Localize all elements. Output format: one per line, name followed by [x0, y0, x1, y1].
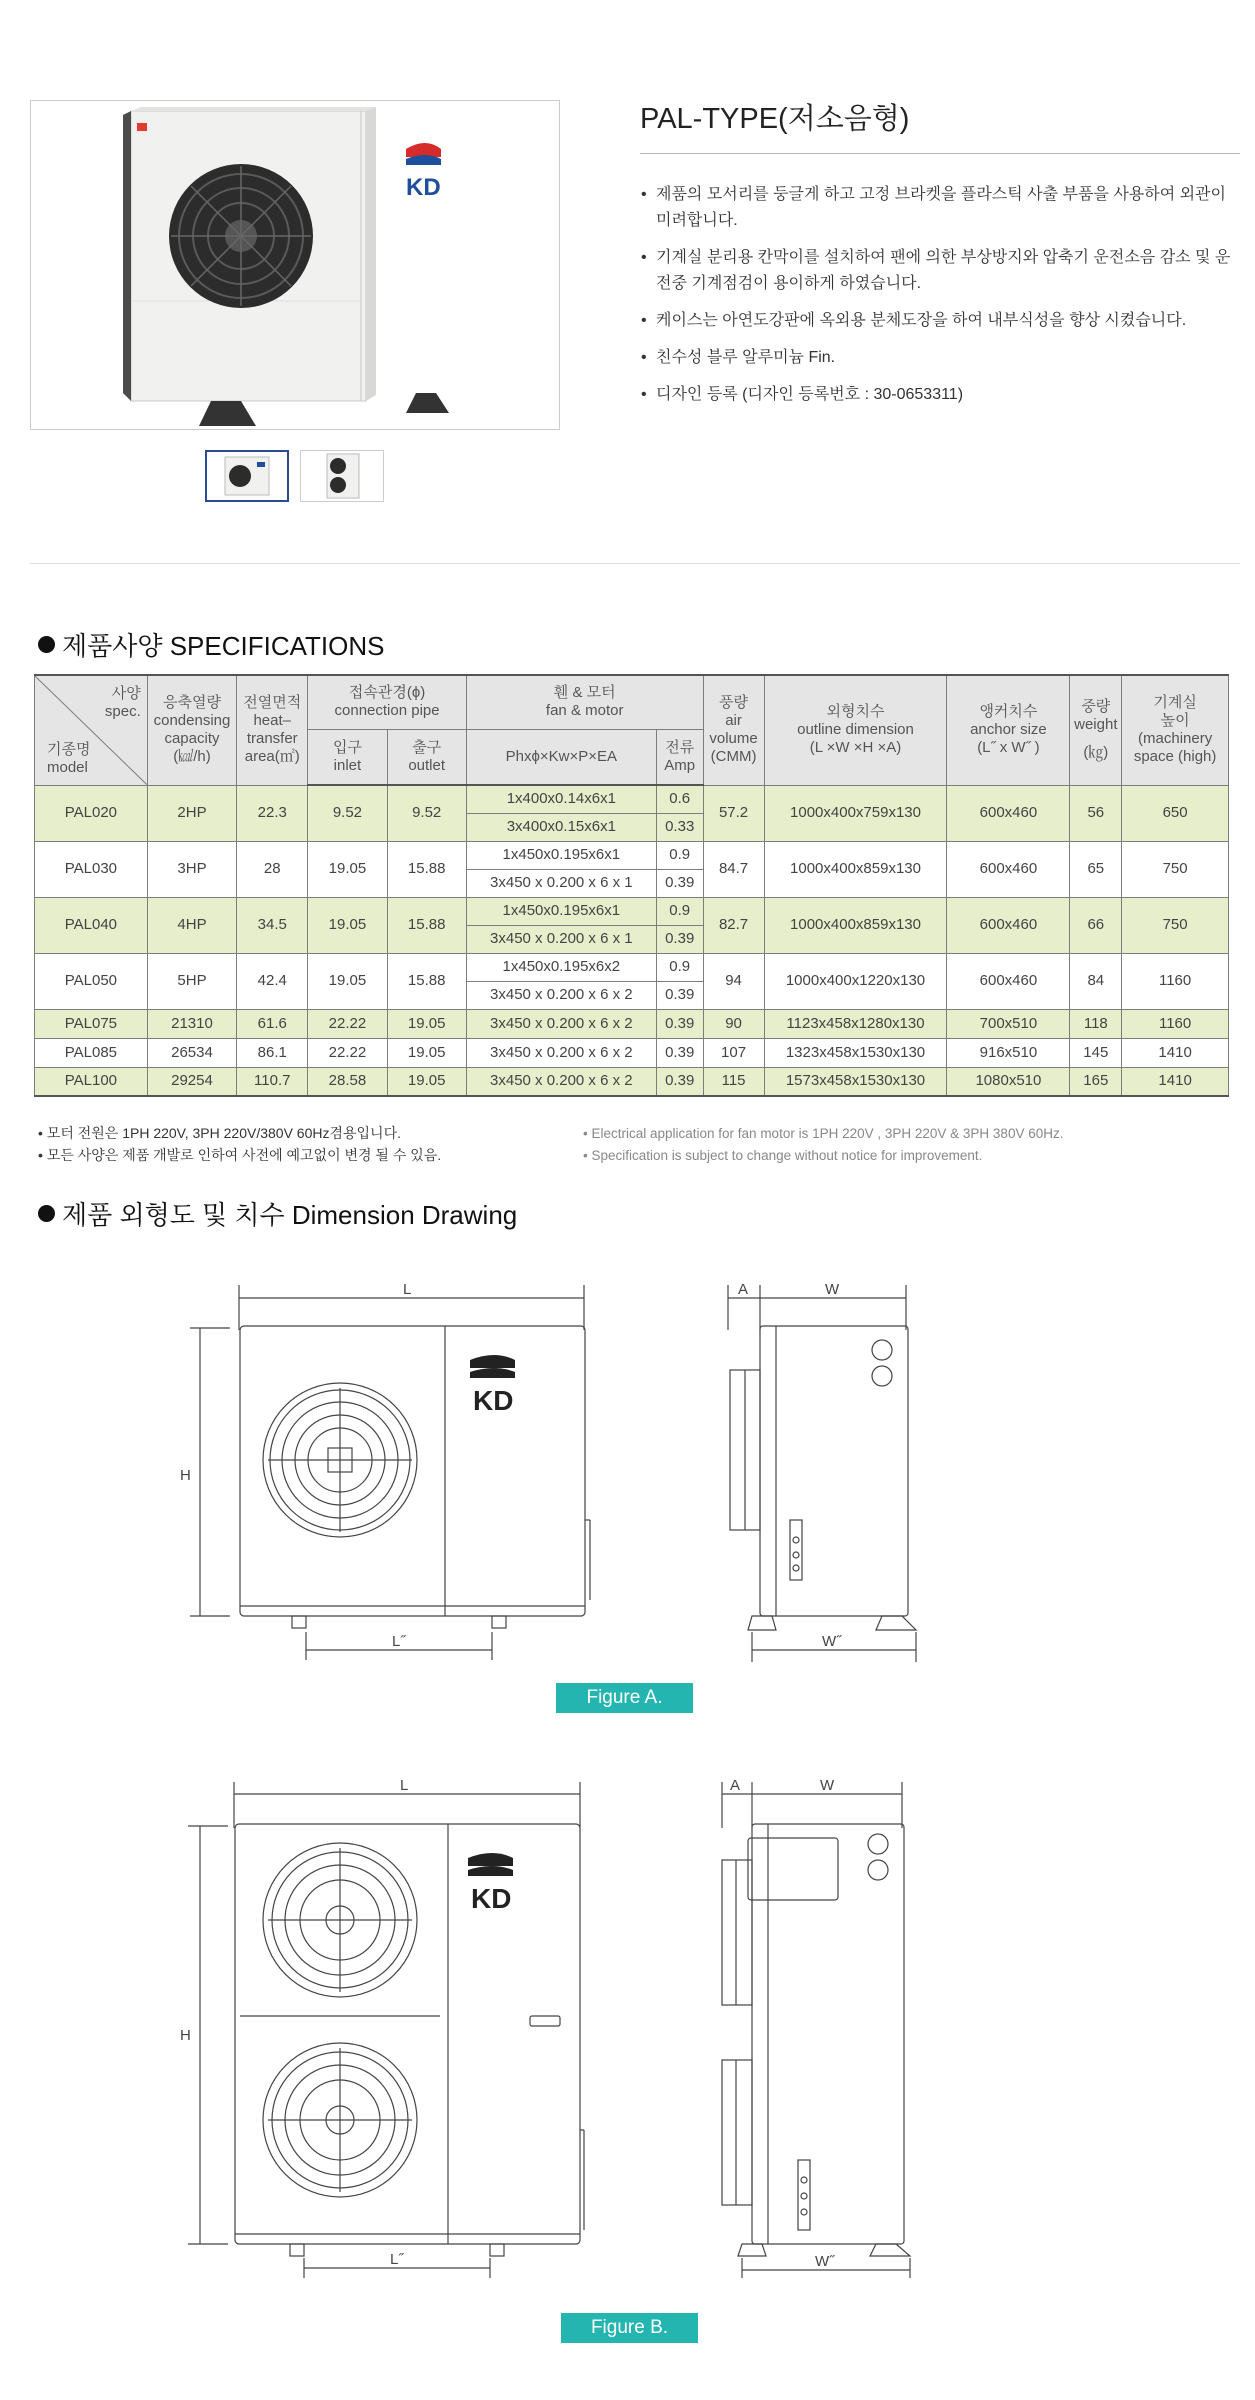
dimension-drawing-b — [170, 1760, 930, 2280]
cell-amp: 0.39 — [656, 925, 703, 953]
cell-inlet: 28.58 — [308, 1067, 387, 1096]
cell-inlet: 9.52 — [308, 785, 387, 841]
dim-label-A: A — [730, 1777, 741, 1794]
thumbnail-1[interactable] — [205, 450, 289, 502]
table-row — [35, 1038, 1229, 1067]
cell-weight: 118 — [1070, 1009, 1122, 1038]
cell-fan-spec: 1x450x0.195x6x1 — [466, 897, 656, 925]
logo-text-a: KD — [473, 1385, 514, 1416]
feature-list — [640, 182, 1245, 419]
cell-outline: 1000x400x1220x130 — [764, 953, 947, 1009]
cell-amp: 0.39 — [656, 1038, 703, 1067]
dim-label-A: A — [738, 1281, 749, 1298]
cell-air: 107 — [703, 1038, 764, 1067]
cell-capacity: 21310 — [147, 1009, 236, 1038]
cell-fan-spec: 3x400x0.15x6x1 — [466, 813, 656, 841]
specifications-heading — [38, 626, 384, 663]
table-row — [35, 1067, 1229, 1096]
cell-capacity: 2HP — [147, 785, 236, 841]
header-model-ko: 기종명 — [47, 740, 91, 758]
cell-air: 90 — [703, 1009, 764, 1038]
cell-fan-spec: 3x450 x 0.200 x 6 x 2 — [466, 1067, 656, 1096]
header-inlet: 입구 inlet — [308, 729, 387, 785]
table-row — [35, 897, 1229, 925]
cell-weight: 66 — [1070, 897, 1122, 953]
cell-amp: 0.9 — [656, 953, 703, 981]
header-air-volume: 풍량 air volume (CMM) — [703, 675, 764, 785]
cell-capacity: 5HP — [147, 953, 236, 1009]
cell-anchor: 600x460 — [947, 897, 1070, 953]
table-row — [35, 1009, 1229, 1038]
cell-outline: 1123x458x1280x130 — [764, 1009, 947, 1038]
dimension-heading-text: 제품 외형도 및 치수 Dimension Drawing — [62, 1200, 518, 1230]
header-spec-en: spec. — [104, 703, 141, 720]
feature-item: • 친수성 블루 알루미늄 Fin. — [640, 345, 1245, 371]
cell-capacity: 29254 — [147, 1067, 236, 1096]
cell-area: 42.4 — [237, 953, 308, 1009]
cell-machinery: 750 — [1122, 841, 1229, 897]
cell-air: 57.2 — [703, 785, 764, 841]
cell-amp: 0.9 — [656, 897, 703, 925]
header-phx: Phxϕ×Kw×P×EA — [466, 729, 656, 785]
logo-text-b: KD — [471, 1883, 512, 1914]
cell-amp: 0.9 — [656, 841, 703, 869]
cell-area: 110.7 — [237, 1067, 308, 1096]
cell-outlet: 19.05 — [387, 1067, 466, 1096]
header-connection-pipe: 접속관경(ϕ) connection pipe — [308, 675, 467, 729]
figure-a-label: Figure A. — [556, 1683, 693, 1713]
dim-label-H: H — [180, 2027, 191, 2044]
cell-model: PAL040 — [35, 897, 148, 953]
header-outline-dimension: 외형치수 outline dimension (L ×W ×H ×A) — [764, 675, 947, 785]
dim-label-L: L — [403, 1281, 412, 1298]
dim-label-L2: L˝ — [390, 2251, 404, 2268]
cell-air: 115 — [703, 1067, 764, 1096]
bullet-icon — [38, 1205, 55, 1222]
figure-b-label: Figure B. — [561, 2313, 698, 2343]
cell-weight: 56 — [1070, 785, 1122, 841]
cell-model: PAL075 — [35, 1009, 148, 1038]
cell-anchor: 916x510 — [947, 1038, 1070, 1067]
thumbnail-2[interactable] — [300, 450, 384, 502]
cell-fan-spec: 1x450x0.195x6x1 — [466, 841, 656, 869]
dim-label-W2: W˝ — [822, 1633, 842, 1650]
cell-model: PAL020 — [35, 785, 148, 841]
cell-machinery: 750 — [1122, 897, 1229, 953]
cell-outline: 1323x458x1530x130 — [764, 1038, 947, 1067]
cell-inlet: 22.22 — [308, 1009, 387, 1038]
cell-anchor: 600x460 — [947, 785, 1070, 841]
cell-outlet: 15.88 — [387, 953, 466, 1009]
cell-machinery: 1410 — [1122, 1038, 1229, 1067]
cell-area: 22.3 — [237, 785, 308, 841]
cell-capacity: 3HP — [147, 841, 236, 897]
cell-model: PAL050 — [35, 953, 148, 1009]
dim-label-L: L — [400, 1777, 409, 1794]
product-photo — [30, 100, 560, 430]
header-spec-ko: 사양 — [111, 685, 141, 702]
header-machinery-space: 기계실 높이 (machinery space (high) — [1122, 675, 1229, 785]
cell-fan-spec: 3x450 x 0.200 x 6 x 1 — [466, 925, 656, 953]
specifications-body — [35, 785, 1229, 1096]
cell-outlet: 19.05 — [387, 1038, 466, 1067]
specifications-heading-text: 제품사양 SPECIFICATIONS — [62, 631, 385, 661]
cell-air: 82.7 — [703, 897, 764, 953]
cell-outlet: 19.05 — [387, 1009, 466, 1038]
dim-label-W: W — [820, 1777, 835, 1794]
cell-machinery: 1410 — [1122, 1067, 1229, 1096]
cell-anchor: 700x510 — [947, 1009, 1070, 1038]
cell-machinery: 650 — [1122, 785, 1229, 841]
cell-weight: 65 — [1070, 841, 1122, 897]
cell-area: 86.1 — [237, 1038, 308, 1067]
cell-outlet: 15.88 — [387, 897, 466, 953]
header-capacity: 응축열량 condensing capacity (㎉/h) — [147, 675, 236, 785]
cell-model: PAL085 — [35, 1038, 148, 1067]
header-fan-motor: 휀 & 모터 fan & motor — [466, 675, 703, 729]
cell-weight: 145 — [1070, 1038, 1122, 1067]
header-area: 전열면적 heat– transfer area(㎡) — [237, 675, 308, 785]
cell-amp: 0.33 — [656, 813, 703, 841]
table-row — [35, 785, 1229, 813]
cell-inlet: 19.05 — [308, 841, 387, 897]
note-ko-2: • 모든 사양은 제품 개발로 인하여 사전에 예고없이 변경 될 수 있음. — [38, 1147, 442, 1163]
feature-item: • 디자인 등록 (디자인 등록번호 : 30-0653311) — [640, 382, 1245, 408]
cell-fan-spec: 3x450 x 0.200 x 6 x 1 — [466, 869, 656, 897]
note-en-1: • Electrical application for fan motor is 1PH 220V , 3PH 220V & 3PH 380V 60Hz. — [583, 1126, 1064, 1141]
product-title: PAL-TYPE(저소음형) — [640, 103, 910, 135]
header-outlet: 출구 outlet — [387, 729, 466, 785]
note-en-2: • Specification is subject to change without notice for improvement. — [583, 1148, 983, 1163]
cell-anchor: 1080x510 — [947, 1067, 1070, 1096]
table-row — [35, 953, 1229, 981]
cell-inlet: 19.05 — [308, 897, 387, 953]
cell-model: PAL030 — [35, 841, 148, 897]
cell-machinery: 1160 — [1122, 953, 1229, 1009]
cell-outline: 1000x400x859x130 — [764, 841, 947, 897]
cell-weight: 165 — [1070, 1067, 1122, 1096]
note-ko-1: • 모터 전원은 1PH 220V, 3PH 220V/380V 60Hz겸용입니다. — [38, 1125, 401, 1141]
cell-air: 94 — [703, 953, 764, 1009]
cell-amp: 0.39 — [656, 1009, 703, 1038]
cell-inlet: 22.22 — [308, 1038, 387, 1067]
dim-label-L2: L˝ — [392, 1633, 406, 1650]
header-anchor-size: 앵커치수 anchor size (L˝ x W˝ ) — [947, 675, 1070, 785]
dimension-drawing-a — [170, 1270, 930, 1670]
cell-outline: 1000x400x859x130 — [764, 897, 947, 953]
cell-amp: 0.39 — [656, 869, 703, 897]
cell-capacity: 4HP — [147, 897, 236, 953]
cell-machinery: 1160 — [1122, 1009, 1229, 1038]
title-divider — [640, 153, 1240, 154]
section-divider — [30, 563, 1240, 564]
cell-outline: 1000x400x759x130 — [764, 785, 947, 841]
cell-amp: 0.6 — [656, 785, 703, 813]
feature-item: • 기계실 분리용 칸막이를 설치하여 팬에 의한 부상방지와 압축기 운전소음 감소 및 운전중 기계점검이 용이하게 하였습니다. — [640, 245, 1245, 297]
cell-anchor: 600x460 — [947, 953, 1070, 1009]
dim-label-H: H — [180, 1467, 191, 1484]
cell-weight: 84 — [1070, 953, 1122, 1009]
cell-model: PAL100 — [35, 1067, 148, 1096]
header-model-en: model — [47, 758, 88, 776]
cell-fan-spec: 1x450x0.195x6x2 — [466, 953, 656, 981]
cell-outlet: 9.52 — [387, 785, 466, 841]
cell-fan-spec: 1x400x0.14x6x1 — [466, 785, 656, 813]
cell-fan-spec: 3x450 x 0.200 x 6 x 2 — [466, 1038, 656, 1067]
bullet-icon — [38, 636, 55, 653]
cell-amp: 0.39 — [656, 1067, 703, 1096]
table-row — [35, 841, 1229, 869]
cell-area: 34.5 — [237, 897, 308, 953]
cell-fan-spec: 3x450 x 0.200 x 6 x 2 — [466, 1009, 656, 1038]
cell-amp: 0.39 — [656, 981, 703, 1009]
cell-anchor: 600x460 — [947, 841, 1070, 897]
cell-inlet: 19.05 — [308, 953, 387, 1009]
cell-air: 84.7 — [703, 841, 764, 897]
cell-outlet: 15.88 — [387, 841, 466, 897]
cell-area: 28 — [237, 841, 308, 897]
cell-outline: 1573x458x1530x130 — [764, 1067, 947, 1096]
header-amp: 전류 Amp — [656, 729, 703, 785]
spec-model-header-cell — [35, 675, 148, 785]
dimension-heading — [38, 1195, 517, 1232]
dim-label-W2: W˝ — [815, 2253, 835, 2270]
dim-label-W: W — [825, 1281, 840, 1298]
svg-text:KD: KD — [406, 174, 441, 201]
specifications-table — [34, 674, 1229, 1097]
feature-item: • 케이스는 아연도강판에 옥외용 분체도장을 하여 내부식성을 향상 시켰습니다. — [640, 308, 1245, 334]
header-weight: 중량 weight (㎏) — [1070, 675, 1122, 785]
feature-item: • 제품의 모서리를 둥글게 하고 고정 브라켓을 플라스틱 사출 부품을 사용하여 외관이 미려합니다. — [640, 182, 1245, 234]
cell-capacity: 26534 — [147, 1038, 236, 1067]
cell-area: 61.6 — [237, 1009, 308, 1038]
cell-fan-spec: 3x450 x 0.200 x 6 x 2 — [466, 981, 656, 1009]
